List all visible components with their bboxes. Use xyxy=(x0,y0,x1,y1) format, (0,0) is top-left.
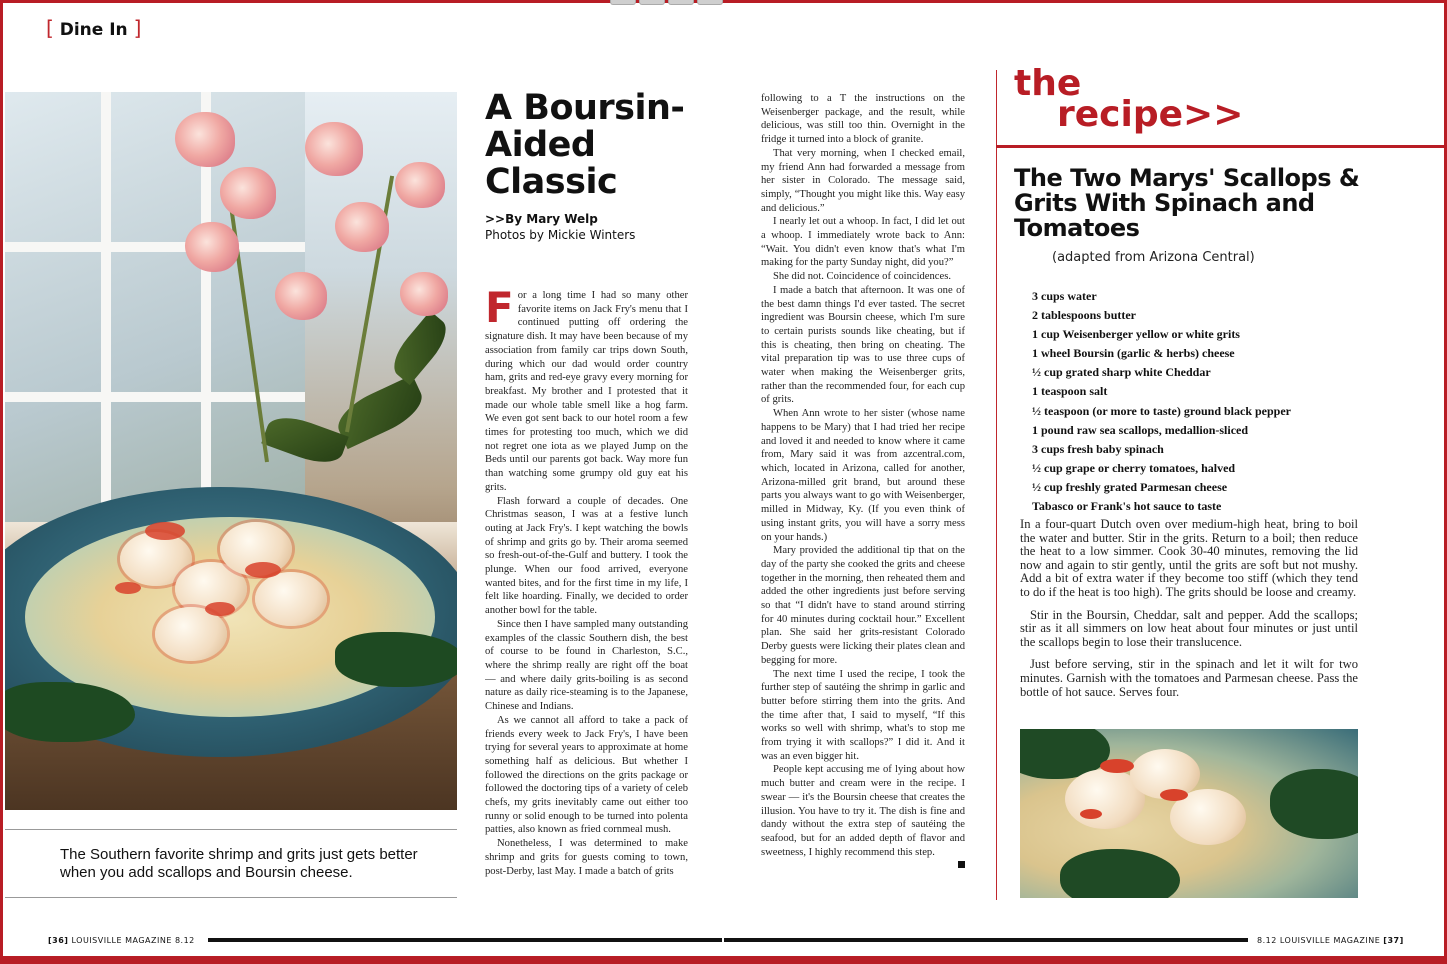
ingredient-item: ½ cup grated sharp white Cheddar xyxy=(1032,365,1211,380)
paragraph: People kept accusing me of lying about how much butter and cream were in the recipe. I swear — it's the Boursin cheese that creates the illusion. You have to try it. The dish is fine and dandy without the extra step of sautéing the seafood, but for an added depth of flavor and sweetness, I highly recommend this step. xyxy=(761,764,965,858)
footer-right xyxy=(1257,936,1404,945)
ingredient-item: 2 tablespoons butter xyxy=(1032,308,1137,323)
recipe-header-recipe: recipe>> xyxy=(1057,94,1244,135)
recipe-photo-scallops xyxy=(1020,729,1358,898)
paragraph: Nonetheless, I was determined to make shrimp and grits for guests coming to town, post-Derby, last May. I made a batch of grits xyxy=(485,838,688,877)
recipe-divider-vertical xyxy=(996,70,997,900)
publication-name: LOUISVILLE MAGAZINE xyxy=(71,936,172,945)
paragraph: following to a T the instructions on the Weisenberger package, and the result, while delicious, was still too thin. Overnight in the fridge it turned into a block of granite. xyxy=(761,93,965,146)
footer-left xyxy=(48,936,195,945)
section-label: Dine In xyxy=(59,20,128,40)
paragraph: As we cannot all afford to take a pack of friends every week to Jack Fry's, I have been trying for several years to approximate at home something half as delicious. But whether I followed the directions on the grits package or followed the doctoring tips of a variety of celeb chefs, my grits inevitably came out either too runny or solid enough to be turned into polenta patties, also known as fried cornmeal mush. xyxy=(485,714,688,836)
recipe-title: The Two Marys' Scallops & Grits With Spinach and Tomatoes xyxy=(1014,164,1360,242)
page-number-right: [37] xyxy=(1383,936,1404,945)
paragraph: Since then I have sampled many outstanding examples of the classic Southern dish, the best of course to be found in Charleston, S.C., where the shrimp really are right off the boat — and where daily grits-boiling is as second nature as daily rice-steaming is to the Japanese, Chinese and Indians. xyxy=(485,618,688,713)
paragraph: I made a batch that afternoon. It was one of the best damn things I'd ever tasted. The secret ingredient was Boursin cheese, which I'm sure to certain purists sounds like cheating, but if this is cheating, then bring on cheating. The vital preparation tip was to use three cups of water when making the Weisenberger grits, rather than the recommended four, for each cup of grits. xyxy=(761,284,965,406)
ingredient-item: ½ cup freshly grated Parmesan cheese xyxy=(1032,479,1228,494)
ingredient-item: 3 cups fresh baby spinach xyxy=(1032,441,1164,456)
caption-rule-top xyxy=(5,829,457,830)
caption-rule-bottom xyxy=(5,897,457,898)
issue-date: 8.12 xyxy=(1257,936,1277,945)
ingredient-item: Tabasco or Frank's hot sauce to taste xyxy=(1032,499,1222,514)
bracket-open: [ xyxy=(46,16,54,40)
hero-photo-shrimp-and-grits xyxy=(5,92,457,810)
recipe-instructions xyxy=(1020,518,1358,708)
ingredient-item: ½ cup grape or cherry tomatoes, halved xyxy=(1032,460,1236,475)
article-column-1 xyxy=(485,289,688,909)
paragraph: She did not. Coincidence of coincidences. xyxy=(773,271,951,283)
instruction-step: Stir in the Boursin, Cheddar, salt and pepper. Add the scallops; stir as it all simmers on low heat about four minutes or just until the scallops begin to lose their translucence. xyxy=(1020,607,1358,649)
recipe-header-the: the xyxy=(1014,63,1082,104)
instruction-step: Just before serving, stir in the spinach and let it wilt for two minutes. Garnish with the tomatoes and Parmesan cheese. Pass the bottle of hot sauce. Serves four. xyxy=(1020,657,1358,699)
ingredient-item: 1 wheel Boursin (garlic & herbs) cheese xyxy=(1032,346,1235,361)
end-mark-icon xyxy=(958,861,965,868)
drop-cap: F xyxy=(485,289,514,332)
paragraph: When Ann wrote to her sister (whose name happens to be Mary) that I had tried her recipe and loved it and needed to know where it came from, Mary said it was from azcentral.com, which, located in Arizona, called for another, Arizona-milled grit brand, but around these parts you always want to go with Weisenberger, milled in Midway, Ky. (If you even think of using instant grits, you will have a sorry mess on your hands.) xyxy=(761,408,965,543)
photo-caption: The Southern favorite shrimp and grits just gets better when you add scallops and Boursin cheese. xyxy=(60,846,418,881)
window-tab-handles[interactable] xyxy=(610,0,723,5)
ingredient-item: 3 cups water xyxy=(1032,289,1097,303)
article-column-2 xyxy=(761,92,965,912)
ingredient-item: 1 pound raw sea scallops, medallion-sliced xyxy=(1032,422,1249,437)
footer-rule-left xyxy=(208,938,722,942)
ingredient-item: 1 cup Weisenberger yellow or white grits xyxy=(1032,327,1240,342)
paragraph: Mary provided the additional tip that on the day of the party she cooked the grits and cheese together in the morning, then reheated them and added the other ingredients just before serving so that “I didn't have to stand around stirring for 40 minutes during cocktail hour.” Excellent plan. She said her grits-resistant Colorado Derby guests were licking their plates clean and begging for more. xyxy=(761,545,965,666)
paragraph: or a long time I had so many other favorite items on Jack Fry's menu that I continued putting off ordering the signature dish. It may have been because of my association from family car trips down South, during which our dad would order country ham, grits and red-eye gravy every morning for breakfast. My brother and I protested that it made our whole table smell like a hog farm. We even got sent back to our hotel room a few times for protesting too much, which we did not regret one iota as we played Jump on the Beds until our parents got back. Way more fun than watching some grumpy old guy eat his grits. xyxy=(485,290,688,493)
publication-name: LOUISVILLE MAGAZINE xyxy=(1279,936,1381,945)
top-border xyxy=(0,0,1447,3)
section-tag xyxy=(46,16,141,40)
instruction-step: In a four-quart Dutch oven over medium-high heat, bring to boil the water and butter. Stir in the grits. Return to a boil; then reduce the heat to a low simmer. Cook 30-40 minutes, removing the lid now and again to stir gently, until the grits are soft but not mushy. Add a bit of extra water if they become too stiff (which they tend to do if the heat is too high). The grits should be loose and creamy. xyxy=(1020,517,1358,599)
footer-rule-right xyxy=(724,938,1248,942)
ingredient-item: ½ teaspoon (or more to taste) ground black pepper xyxy=(1032,403,1291,418)
recipe-divider-horizontal xyxy=(996,145,1444,148)
paragraph: The next time I used the recipe, I took the further step of sautéing the shrimp in garlic and butter before stirring them into the grits. And the time after that, I said to myself, “If this works so well with shrimp, what's to stop me from trying it with scallops?” I did it. And it was an even bigger hit. xyxy=(761,668,965,762)
article-title: A Boursin-Aided Classic xyxy=(485,88,685,202)
page-number-left: [36] xyxy=(48,936,69,945)
ingredient-item: 1 teaspoon salt xyxy=(1032,384,1108,399)
recipe-source: (adapted from Arizona Central) xyxy=(1052,250,1255,265)
bracket-close: ] xyxy=(133,16,142,40)
bottom-border xyxy=(0,956,1447,964)
paragraph: Flash forward a couple of decades. One Christmas season, I was at a festive lunch outing at Jack Fry's. I kept watching the bowls of shrimp and grits go by. Their aroma seemed so fresh-out-of-the-Gulf and buttery. I took the plunge. When our food arrived, everyone wanted bites, and for the first time in my life, I felt like hoarding. Finally, we decided to order another bowl for the table. xyxy=(485,495,688,617)
issue-date: 8.12 xyxy=(174,936,195,945)
byline: >>By Mary Welp xyxy=(485,212,598,226)
paragraph: That very morning, when I checked email, my friend Ann had forwarded a message from her sister in Colorado. The message said, simply, “Thought you might like this. Way easy and delicious.” xyxy=(761,147,965,214)
paragraph: I nearly let out a whoop. In fact, I did let out a whoop. I immediately wrote back to Ann: “Wait. You didn't even know that's what I'm making for the party Sunday night, did you?” xyxy=(761,216,965,269)
left-border xyxy=(0,0,3,964)
ingredient-list xyxy=(1032,287,1291,516)
photo-credit: Photos by Mickie Winters xyxy=(485,228,636,242)
